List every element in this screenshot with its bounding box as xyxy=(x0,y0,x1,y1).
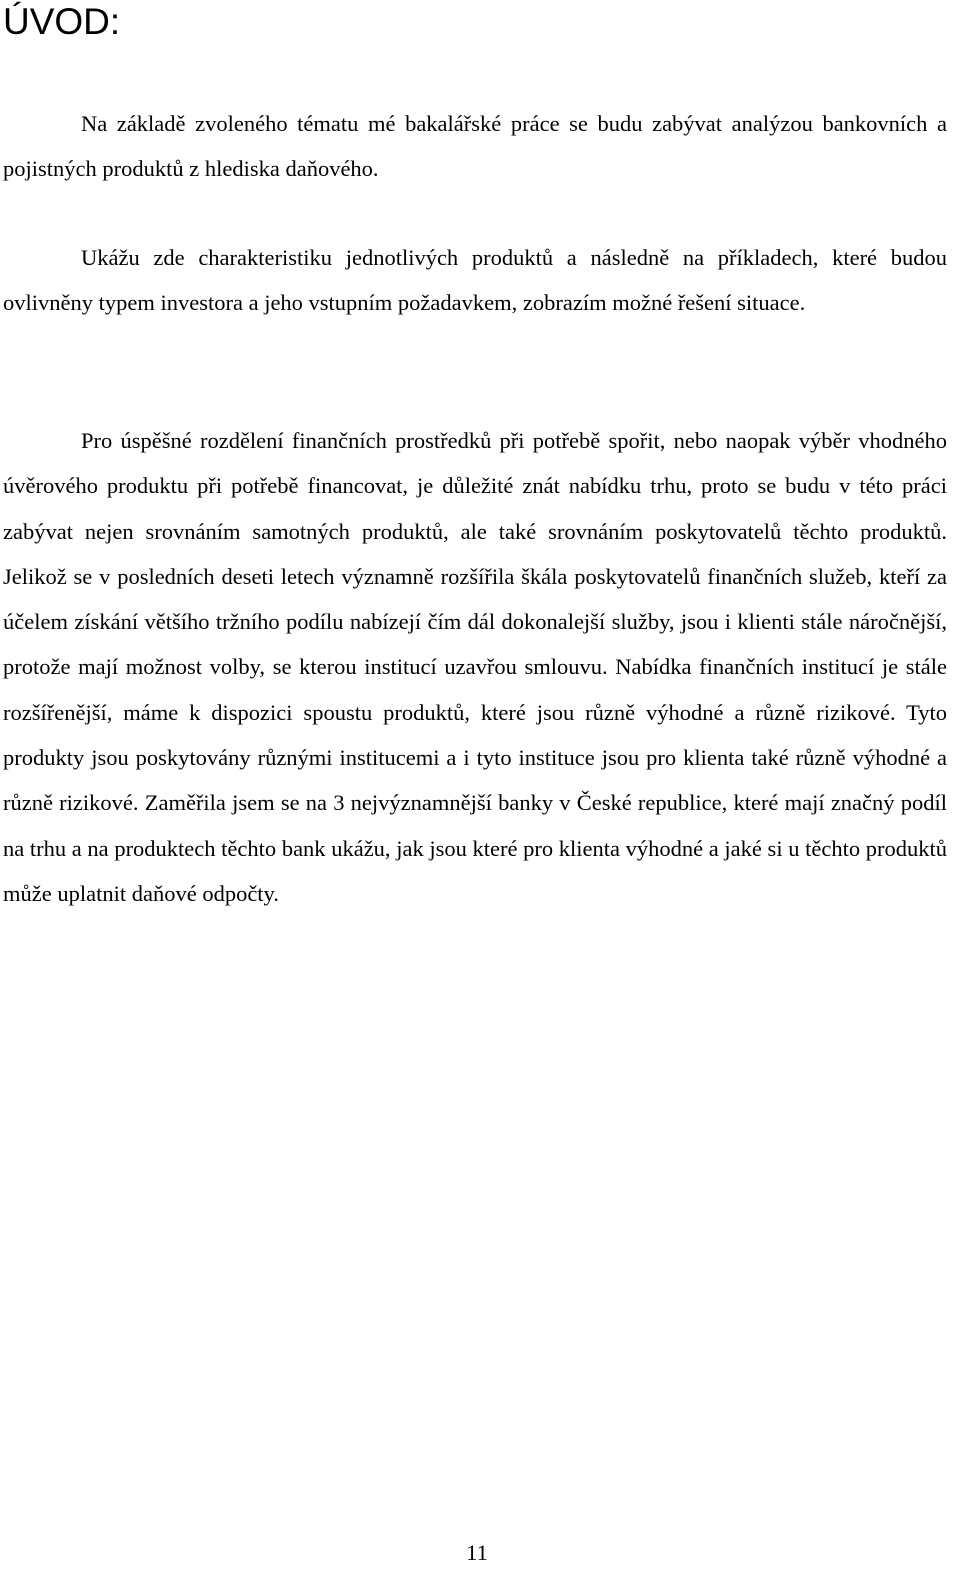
section-heading: ÚVOD: xyxy=(3,1,121,42)
page-number: 11 xyxy=(466,1540,488,1565)
paragraph-characteristics: Ukážu zde charakteristiku jednotlivých produktů a následně na příkladech, které budou ovlivněny typem investora a jeho vstupním požadavkem, zobrazím možné řešení situace. xyxy=(3,245,947,316)
paragraph-market-overview: Pro úspěšné rozdělení finančních prostředků při potřebě spořit, nebo naopak výběr vhodného úvěrového produktu při potřebě financovat, je důležité znát nabídku trhu, proto se budu v této práci zabývat nejen srovnáním samotných produktů, ale také srovnáním poskytovatelů těchto produktů. Jelikož se v posledních deseti letech významně rozšířila škála poskytovatelů finančních služeb, kteří za účelem získání většího tržního podílu nabízejí čím dál dokonalejší služby, jsou i klienti stále náročnější, protože mají možnost volby, se kterou institucí uzavřou smlouvu. Nabídka finančních institucí je stále rozšířenější, máme k dispozici spoustu produktů, které jsou různě výhodné a různě rizikové. Tyto produkty jsou poskytovány různými institucemi a i tyto instituce jsou pro klienta také různě výhodné a různě rizikové. Zaměřila jsem se na 3 nejvýznamnější banky v České republice, které mají značný podíl na trhu a na produktech těchto bank ukážu, jak jsou které pro klienta výhodné a jaké si u těchto produktů může uplatnit daňové odpočty. xyxy=(3,428,947,906)
paragraph-intro: Na základě zvoleného tématu mé bakalářské práce se budu zabývat analýzou bankovních a pojistných produktů z hlediska daňového. xyxy=(3,111,947,182)
